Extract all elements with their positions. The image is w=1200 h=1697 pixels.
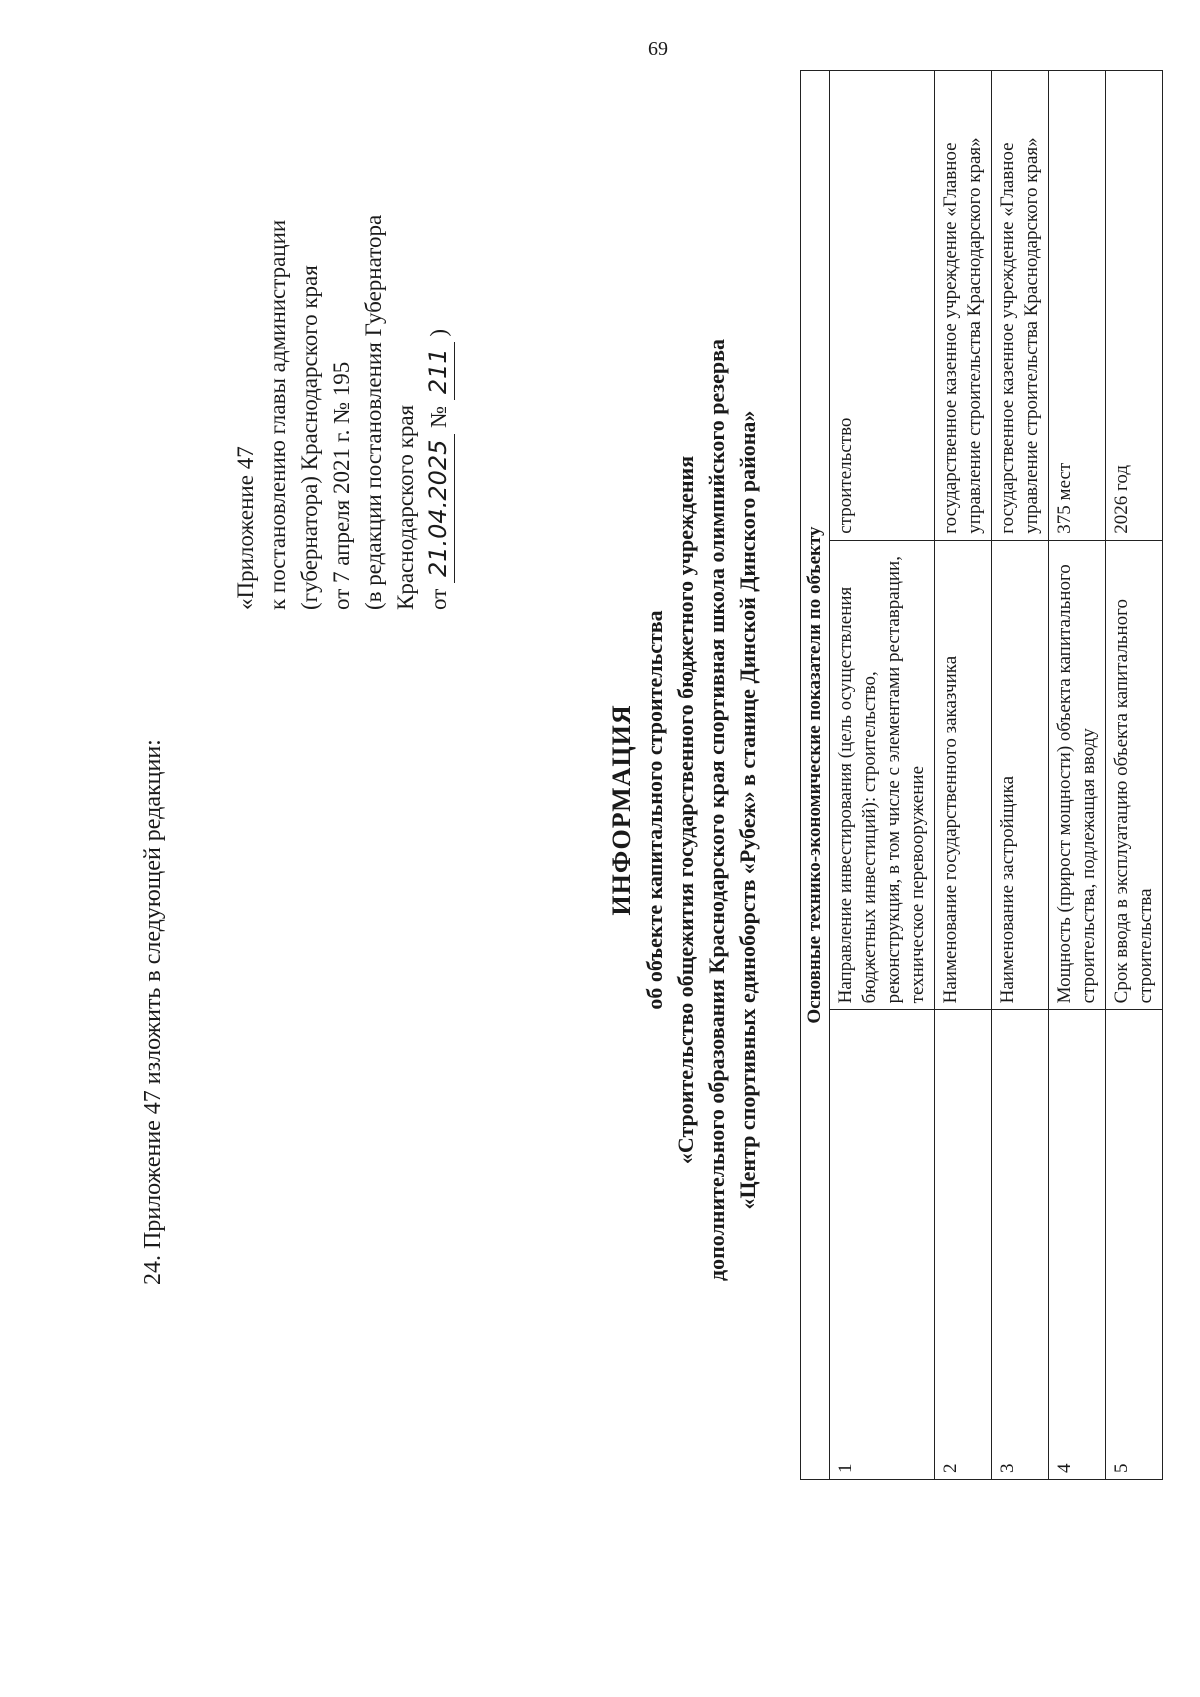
indicators-table-wrap (800, 70, 1163, 1480)
document-heading (605, 260, 763, 1360)
page-number: 69 (648, 38, 668, 60)
row-value: государственное казенное учреждение «Главное управление строительства Краснодарского края» (992, 71, 1049, 541)
date-prefix: от (426, 588, 451, 610)
number-prefix: № (426, 405, 451, 428)
heading-line-2: «Строительство общежития государственного бюджетного учреждения (673, 455, 698, 1165)
rotated-page-content (0, 40, 1156, 1660)
table-row (1049, 71, 1106, 1480)
handwritten-number: 211 (422, 342, 455, 400)
table-row (935, 71, 992, 1480)
row-label: Срок ввода в эксплуатацию объекта капитального строительства (1106, 540, 1163, 1010)
appendix-line-4: от 7 апреля 2021 г. № 195 (329, 361, 354, 610)
table-row (1106, 71, 1163, 1480)
table-row (992, 71, 1049, 1480)
appendix-line-5: (в редакции постановления Губернатора (361, 214, 386, 610)
heading-line-4: «Центр спортивных единоборств «Рубеж» в станице Динской Динского района» (735, 410, 760, 1210)
table-title-row (801, 71, 830, 1480)
heading-line-1: об объекте капитального строительства (642, 610, 667, 1010)
row-number: 1 (830, 1010, 935, 1480)
row-number: 4 (1049, 1010, 1106, 1480)
intro-text: 24. Приложение 47 изложить в следующей редакции: (140, 739, 166, 1285)
heading-line-3: дополнительного образования Краснодарского края спортивная школа олимпийского резерва (704, 338, 729, 1282)
table-row (830, 71, 935, 1480)
appendix-date-line (422, 90, 455, 610)
appendix-line-1: «Приложение 47 (233, 446, 258, 610)
appendix-line-3: (губернатора) Краснодарского края (297, 265, 322, 610)
handwritten-date: 21.04.2025 (422, 434, 455, 583)
row-label: Наименование застройщика (992, 540, 1049, 1010)
row-number: 3 (992, 1010, 1049, 1480)
row-number: 2 (935, 1010, 992, 1480)
heading-title: ИНФОРМАЦИЯ (607, 704, 636, 916)
row-value: строительство (830, 71, 935, 541)
row-label: Наименование государственного заказчика (935, 540, 992, 1010)
appendix-block (230, 90, 455, 610)
row-number: 5 (1106, 1010, 1163, 1480)
row-label: Мощность (прирост мощности) объекта капитального строительства, подлежащая вводу (1049, 540, 1106, 1010)
row-label: Направление инвестирования (цель осуществления бюджетных инвестиций): строительство, реконструкция, в том числе с элементами реставрации, техническое перевооружение (830, 540, 935, 1010)
row-value: 2026 год (1106, 71, 1163, 541)
indicators-table (800, 70, 1163, 1480)
row-value: государственное казенное учреждение «Главное управление строительства Краснодарского края» (935, 71, 992, 541)
appendix-line-6: Краснодарского края (393, 404, 418, 610)
appendix-line-2: к постановлению главы администрации (265, 219, 290, 610)
closing-paren: ) (426, 328, 451, 337)
row-value: 375 мест (1049, 71, 1106, 541)
table-title: Основные технико-экономические показатели по объекту (801, 71, 830, 1480)
